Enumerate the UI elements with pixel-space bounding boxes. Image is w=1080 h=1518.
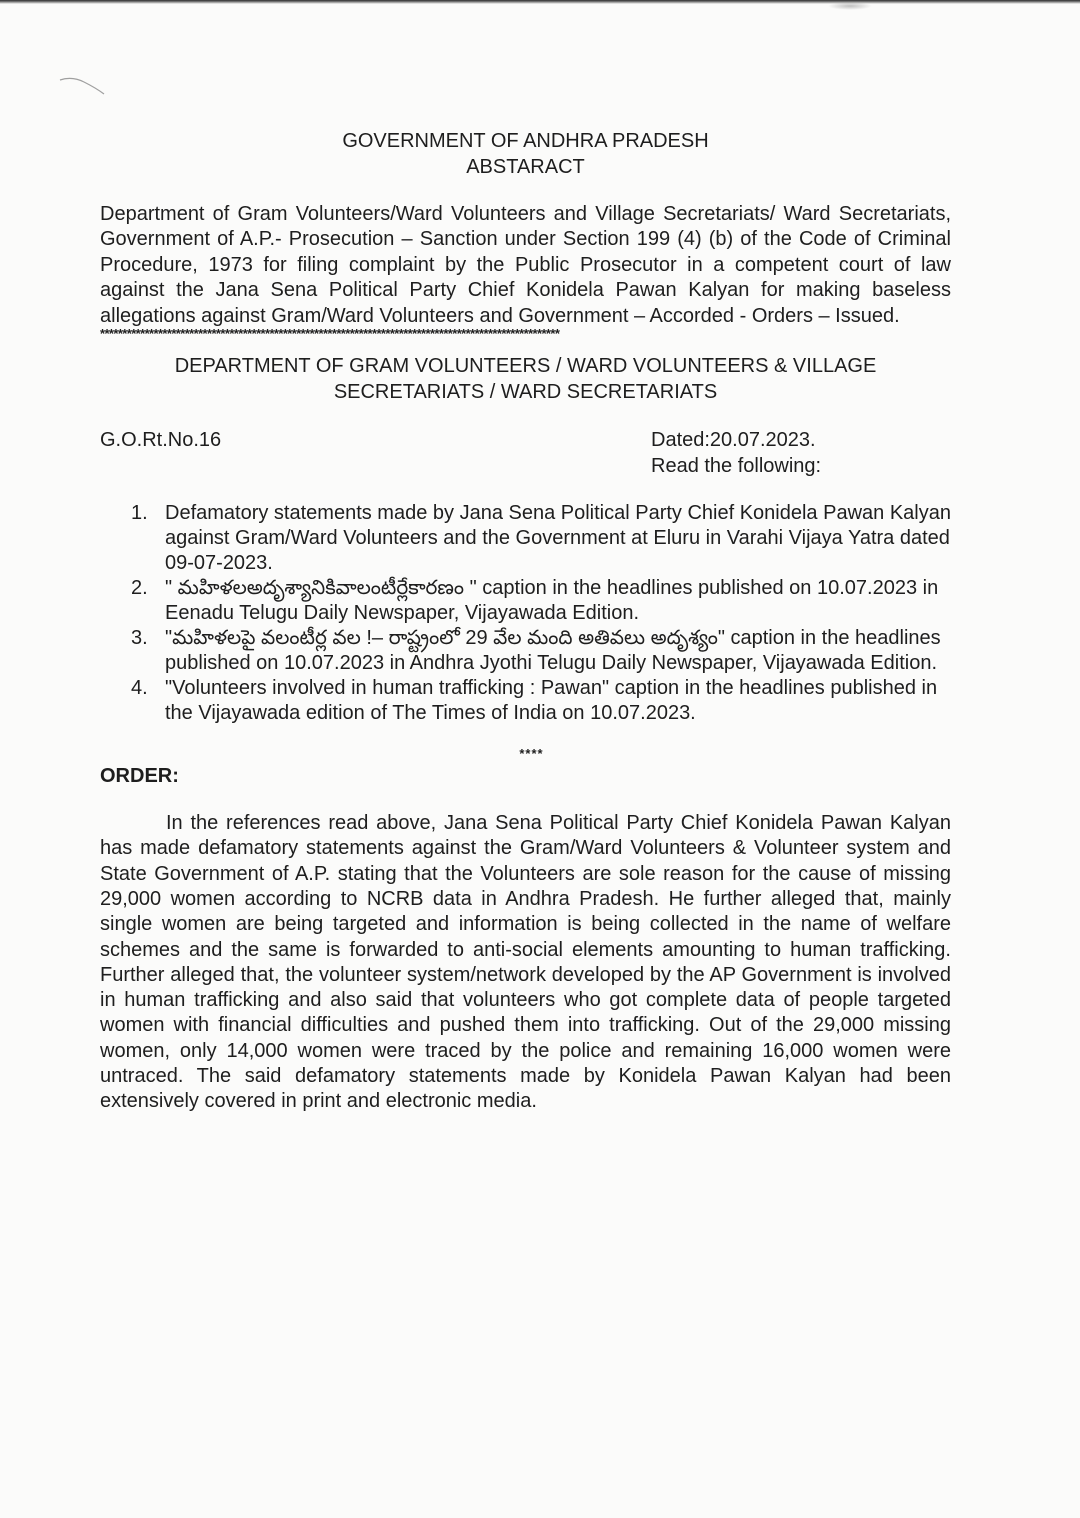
subject-paragraph: Department of Gram Volunteers/Ward Volunteers and Village Secretariats/ Ward Secretariats, Government of A.P.- Prosecution – Sanction under Section 199 (4) (b) of the Code of Criminal Procedure, 1973 for filing complaint by the Public Prosecutor in a competent court of law against the Jana Sena Political Party Chief Konidela Pawan Kalyan for making baseless allegations against Gram/Ward Volunteers and Government – Accorded - Orders – Issued.: [100, 203, 951, 327]
section-divider-stars: ****: [519, 746, 544, 762]
order-heading: ORDER:: [100, 765, 179, 788]
reference-text: "Volunteers involved in human trafficking : Pawan" caption in the headlines published in the Vijayawada edition of The Times of India on 10.07.2023.: [165, 677, 938, 725]
department-heading: [100, 353, 951, 405]
order-paragraph: In the references read above, Jana Sena Political Party Chief Konidela Pawan Kalyan has made defamatory statements against the Gram/Ward Volunteers & Volunteer system and State Government of A.P. stating that the Volunteers are sole reason for the cause of missing 29,000 women according to NCRB data in Andhra Pradesh. He further alleged that, mainly single women are being targeted and information is being collected in the name of welfare schemes and the same is forwarded to anti-social elements amounting to human trafficking. Further alleged that, the volunteer system/network developed by the AP Government is involved in human trafficking and also said that volunteers who got complete data of people targeted women with financial difficulties and pushed them into trafficking. Out of the 29,000 missing women, only 14,000 women were traced by the police and remaining 16,000 women were untraced. The said defamatory statements made by Konidela Pawan Kalyan had been extensively covered in print and electronic media.: [100, 812, 951, 1113]
go-dated: Dated:20.07.2023.: [651, 429, 816, 452]
reference-text: " మహిళలఅదృశ్యానికివాలంటీర్లేకారణం " caption in the headlines published on 10.07.2023 in Eenadu Telugu Daily Newspaper, Vijayawada Edition.: [165, 577, 939, 625]
reference-text: "మహిళలపై వలంటీర్ల వల !– రాష్ట్రంలో 29 వేల మంది అతివలు అదృశ్యం" caption in the headlines published on 10.07.2023 in Andhra Jyothi Telugu Daily Newspaper, Vijayawada Edition.: [165, 627, 941, 675]
go-reference-row: [100, 427, 951, 487]
reference-number: 4.: [131, 677, 148, 700]
references-list: [100, 501, 951, 726]
abstract-title: ABSTARACT: [466, 156, 585, 178]
separator-stars: *******************************************************************************************************: [100, 329, 560, 340]
reference-number: 3.: [131, 627, 148, 650]
scan-top-edge: [0, 0, 1080, 4]
list-item: [100, 676, 951, 726]
scan-smudge: [828, 2, 872, 10]
reference-number: 2.: [131, 577, 148, 600]
document-header: [100, 128, 951, 180]
go-read-following: Read the following:: [651, 455, 822, 478]
scan-pen-mark: [58, 72, 108, 98]
reference-number: 1.: [131, 502, 148, 525]
reference-text: Defamatory statements made by Jana Sena Political Party Chief Konidela Pawan Kalyan against Gram/Ward Volunteers and the Government at Eluru in Varahi Vijaya Yatra dated 09-07-2023.: [165, 502, 951, 575]
list-item: [100, 501, 951, 576]
government-title: GOVERNMENT OF ANDHRA PRADESH: [342, 130, 709, 152]
department-heading-line2: SECRETARIATS / WARD SECRETARIATS: [333, 381, 718, 404]
list-item: [100, 626, 951, 676]
go-number: G.O.Rt.No.16: [100, 429, 222, 452]
department-heading-line1: DEPARTMENT OF GRAM VOLUNTEERS / WARD VOLUNTEERS & VILLAGE: [174, 355, 877, 378]
document-page: [100, 128, 951, 1115]
list-item: [100, 576, 951, 626]
go-date-block: [651, 427, 821, 479]
